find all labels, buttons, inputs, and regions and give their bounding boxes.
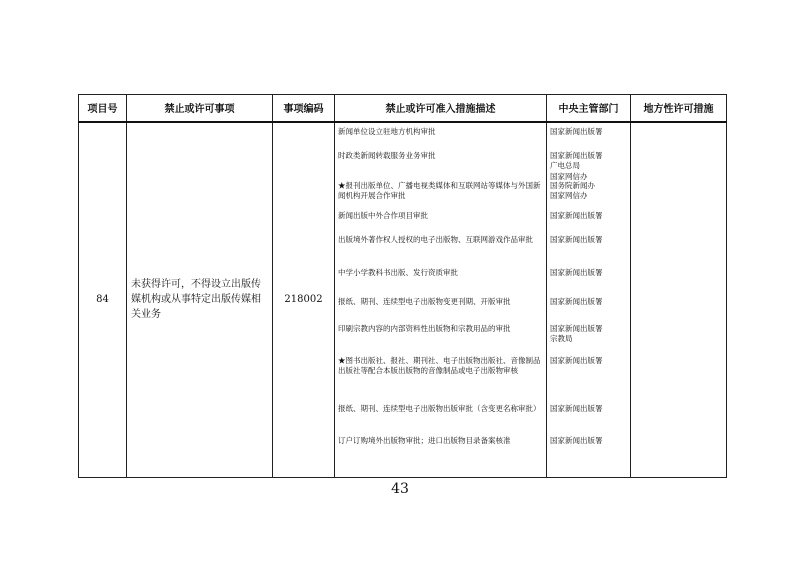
- department-entry: 国家新闻出版署: [550, 403, 603, 413]
- department-entry: 国务院新闻办 国家网信办: [550, 180, 595, 200]
- measure-entry: 新闻单位设立驻地方机构审批: [338, 126, 436, 136]
- header-item-no: 项目号: [79, 95, 127, 122]
- page-number: 43: [391, 481, 409, 497]
- department-entry: 国家新闻出版署: [550, 126, 603, 136]
- department-entry: 国家新闻出版署: [550, 355, 603, 365]
- measure-entry: 报纸、期刊、连续型电子出版物变更刊期、开版审批: [338, 296, 511, 306]
- measure-entry: 中学小学教科书出版、发行资质审批: [338, 267, 458, 277]
- local-measures-cell: [631, 122, 727, 478]
- header-department: 中央主管部门: [547, 95, 631, 122]
- measure-entry: ★报刊出版单位、广播电视类媒体和互联网站等媒体与外国新闻机构开展合作审批: [338, 180, 541, 200]
- department-entry: 国家新闻出版署 宗教局: [550, 323, 603, 343]
- department-entry: 国家新闻出版署: [550, 435, 603, 445]
- item-number: 84: [79, 122, 127, 478]
- department-entry: 国家新闻出版署: [550, 234, 603, 244]
- department-list: [547, 123, 630, 477]
- measures-list: [335, 123, 546, 477]
- header-item-code: 事项编码: [273, 95, 335, 122]
- permit-table: [78, 94, 727, 478]
- department-entry: 国家新闻出版署: [550, 210, 603, 220]
- header-local-measures: 地方性许可措施: [631, 95, 727, 122]
- header-measures: 禁止或许可准入措施描述: [335, 95, 547, 122]
- measure-entry: 印刷宗教内容的内部资料性出版物和宗教用品的审批: [338, 323, 511, 333]
- measure-entry: 报纸、期刊、连续型电子出版物出版审批（含变更名称审批）: [338, 403, 541, 413]
- item-name: 未获得许可，不得设立出版传媒机构或从事特定出版传媒相关业务: [127, 122, 273, 478]
- department-entry: 国家新闻出版署 广电总局 国家网信办: [550, 150, 603, 181]
- department-entry: 国家新闻出版署: [550, 296, 603, 306]
- measure-entry: ★图书出版社、报社、期刊社、电子出版物出版社、音像制品出版社等配合本版出版物的音像制品或电子出版物审核: [338, 355, 541, 375]
- department-cell: [547, 122, 631, 478]
- measure-entry: 时政类新闻转载服务业务审批: [338, 150, 436, 160]
- department-entry: 国家新闻出版署: [550, 267, 603, 277]
- measure-entry: 出版境外著作权人授权的电子出版物、互联网游戏作品审批: [338, 234, 533, 244]
- table-row: [79, 122, 727, 478]
- measure-entry: 新闻出版中外合作项目审批: [338, 210, 428, 220]
- item-code: 218002: [273, 122, 335, 478]
- header-item-name: 禁止或许可事项: [127, 95, 273, 122]
- measure-entry: 订户订购境外出版物审批；进口出版物目录备案核准: [338, 435, 511, 445]
- measures-cell: [335, 122, 547, 478]
- header-row: [79, 95, 727, 122]
